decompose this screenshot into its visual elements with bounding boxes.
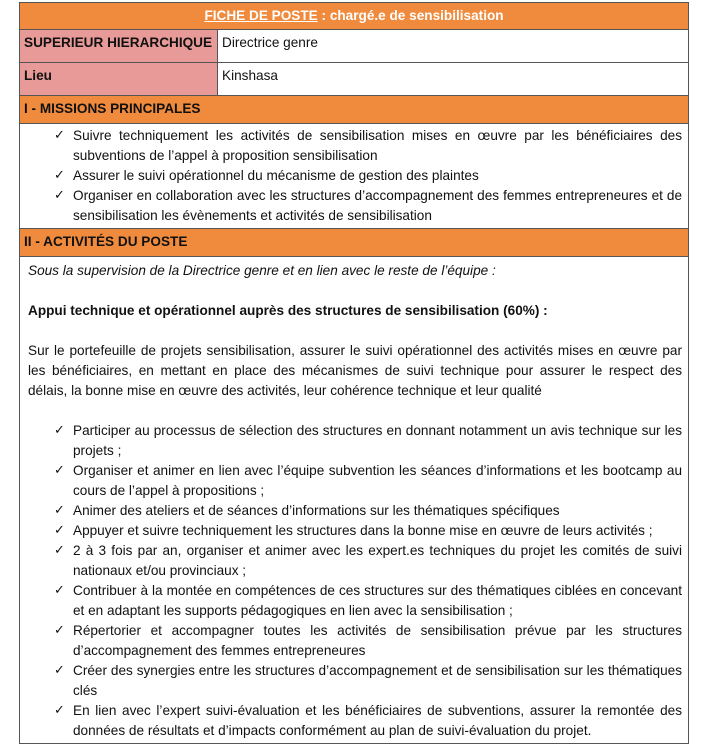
list-item [54,126,682,166]
job-description-table [19,2,689,744]
activities-heading: II - ACTIVITÉS DU POSTE [20,229,689,257]
check-icon: ✓ [54,523,65,538]
location-value: Kinshasa [218,63,689,96]
check-icon: ✓ [54,703,65,718]
list-item-text: En lien avec l’expert suivi-évaluation et les bénéficiaires de subventions, assurer la remontée des données de résultats et d’impacts conformément au plan de suivi-évaluation du projet. [73,703,683,738]
list-item-text: Participer au processus de sélection des structures en donnant notamment un avis technique sur les projets ; [73,423,683,458]
list-item [54,621,682,661]
activities-body-row [20,257,689,744]
missions-heading: I - MISSIONS PRINCIPALES [20,96,689,124]
check-icon: ✓ [54,503,65,518]
list-item [54,501,682,521]
list-item-text: Suivre techniquement les activités de sensibilisation mises en œuvre par les bénéficiaires des subventions de l’appel à proposition sensibilisation [73,128,683,163]
list-item [54,581,682,621]
missions-body [20,124,689,229]
list-item [54,521,682,541]
list-item [54,661,682,701]
document-title [20,3,689,30]
list-item-text: 2 à 3 fois par an, organiser et animer avec les expert.es techniques du projet les comités de suivi nationaux et/ou provinciaux ; [73,543,683,578]
check-icon: ✓ [54,663,65,678]
list-item-text: Organiser en collaboration avec les structures d’accompagnement des femmes entrepreneures et de sensibilisation les évènements et activités de sensibilisation [73,188,683,223]
superior-label: SUPERIEUR HIERARCHIQUE [20,30,218,63]
check-icon: ✓ [54,423,65,438]
check-icon: ✓ [54,168,65,183]
check-icon: ✓ [54,128,65,143]
missions-body-row [20,124,689,229]
check-icon: ✓ [54,463,65,478]
title-suffix: : chargé.e de sensibilisation [317,8,504,23]
info-row-superior [20,30,689,63]
list-item [54,461,682,501]
title-prefix: FICHE DE POSTE [204,8,318,23]
list-item [54,421,682,461]
list-item [54,166,682,186]
location-label: Lieu [20,63,218,96]
list-item [54,701,682,741]
activities-body [20,257,689,744]
list-item-text: Créer des synergies entre les structures d’accompagnement et de sensibilisation sur les thématiques clés [73,663,683,698]
title-row [20,3,689,30]
list-item-text: Assurer le suivi opérationnel du mécanisme de gestion des plaintes [73,168,479,183]
activities-paragraph: Sur le portefeuille de projets sensibilisation, assurer le suivi opérationnel des activités mises en œuvre par les bénéficiaires, en mettant en place des mécanismes de suivi technique pour assurer le respect des délais, la bonne mise en œuvre des activités, leur cohérence technique et leur qualité [28,343,683,398]
check-icon: ✓ [54,188,65,203]
list-item [54,541,682,581]
info-row-location [20,63,689,96]
list-item-text: Appuyer et suivre techniquement les structures dans la bonne mise en œuvre de leurs activités ; [73,523,653,538]
missions-list [28,126,682,226]
superior-value: Directrice genre [218,30,689,63]
job-description-document [19,2,688,744]
activities-intro: Sous la supervision de la Directrice genre et en lien avec le reste de l’équipe : [28,263,496,278]
activities-list [28,421,682,741]
list-item-text: Contribuer à la montée en compétences de ces structures sur des thématiques ciblées en concevant et en adaptant les supports pédagogiques en lien avec la sensibilisation ; [73,583,683,618]
check-icon: ✓ [54,543,65,558]
check-icon: ✓ [54,583,65,598]
activities-subheading: Appui technique et opérationnel auprès des structures de sensibilisation (60%) : [28,303,548,318]
missions-heading-row [20,96,689,124]
list-item-text: Organiser et animer en lien avec l’équipe subvention les séances d’informations et les bootcamp au cours de l’appel à propositions ; [73,463,683,498]
check-icon: ✓ [54,623,65,638]
list-item-text: Animer des ateliers et de séances d’informations sur les thématiques spécifiques [73,503,560,518]
activities-heading-row [20,229,689,257]
list-item-text: Répertorier et accompagner toutes les activités de sensibilisation prévue par les structures d’accompagnement des femmes entrepreneures [73,623,683,658]
list-item [54,186,682,226]
